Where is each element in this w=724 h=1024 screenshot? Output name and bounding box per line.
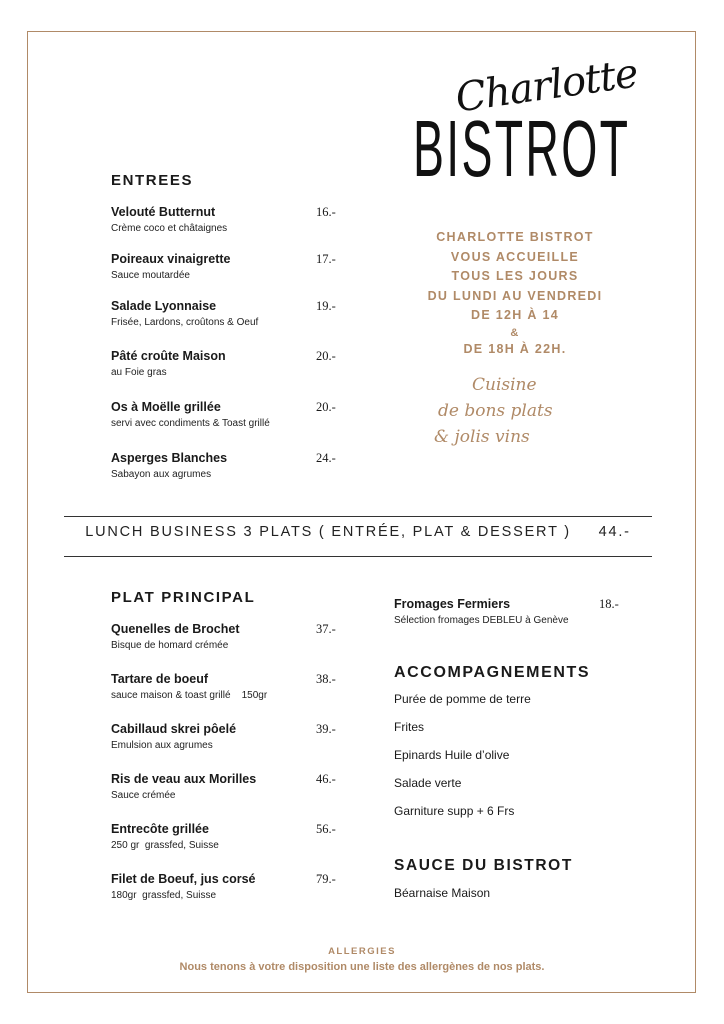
main-item	[111, 822, 351, 853]
lunch-business-price: 44.-	[598, 524, 631, 540]
item-price: 79.-	[316, 872, 336, 886]
side-item: Epinards Huile d’olive	[394, 748, 510, 762]
item-price: 37.-	[316, 622, 336, 636]
item-description: au Foie gras	[111, 367, 167, 378]
entree-item	[111, 451, 351, 482]
main-item	[111, 772, 351, 803]
item-description: Sauce moutardée	[111, 270, 190, 281]
accompagnements-title: ACCOMPAGNEMENTS	[394, 664, 591, 681]
logo-script-name: Charlotte	[452, 50, 641, 122]
item-price: 18.-	[599, 597, 619, 611]
side-item: Salade verte	[394, 776, 462, 790]
item-description: 250 gr grassfed, Suisse	[111, 840, 219, 851]
hours-line: DU LUNDI AU VENDREDI	[427, 288, 603, 303]
item-name: Entrecôte grillée	[111, 822, 209, 836]
item-name: Tartare de boeuf	[111, 672, 209, 686]
hours-line: CHARLOTTE BISTROT	[436, 230, 594, 244]
item-description: Emulsion aux agrumes	[111, 740, 213, 751]
item-name: Quenelles de Brochet	[111, 622, 240, 636]
item-description: Crème coco et châtaignes	[111, 223, 228, 234]
item-description: Sélection fromages DEBLEU à Genève	[394, 615, 569, 626]
hours-line: VOUS ACCUEILLE	[450, 249, 580, 264]
divider-top	[64, 516, 652, 517]
item-name: Poireaux vinaigrette	[111, 252, 231, 266]
hours-line: &	[510, 326, 520, 339]
tagline-line: & jolis vins	[434, 427, 530, 447]
item-description: Bisque de homard crémée	[111, 640, 229, 651]
tagline-line: Cuisine	[472, 375, 537, 395]
item-name: Asperges Blanches	[111, 451, 228, 465]
main-item	[111, 622, 351, 653]
tagline	[420, 372, 610, 450]
item-name: Filet de Boeuf, jus corsé	[111, 872, 256, 886]
plat-principal-title: PLAT PRINCIPAL	[111, 589, 256, 606]
item-price: 56.-	[316, 822, 336, 836]
item-name: Cabillaud skrei pôelé	[111, 722, 237, 736]
hours-line: TOUS LES JOURS	[451, 269, 579, 283]
item-price: 38.-	[316, 672, 336, 686]
item-price: 20.-	[316, 400, 336, 414]
entree-item	[111, 299, 351, 330]
item-name: Fromages Fermiers	[394, 597, 511, 611]
entree-item	[111, 349, 351, 380]
entree-item	[111, 400, 351, 431]
item-name: Ris de veau aux Morilles	[111, 772, 257, 786]
hours-line: DE 18H À 22H.	[463, 341, 567, 356]
main-item	[111, 872, 351, 903]
item-price: 46.-	[316, 772, 336, 786]
item-description: sauce maison & toast grillé 150gr	[111, 690, 268, 701]
item-price: 39.-	[316, 722, 336, 736]
item-description: Frisée, Lardons, croûtons & Oeuf	[111, 317, 259, 328]
opening-hours	[395, 228, 635, 359]
logo-wordmark: BISTROT	[413, 104, 631, 193]
sauce-item: Béarnaise Maison	[394, 886, 491, 900]
allergies-title: ALLERGIES	[328, 946, 396, 957]
item-name: Os à Moëlle grillée	[111, 400, 221, 414]
sauce-title: SAUCE DU BISTROT	[394, 857, 573, 874]
item-price: 19.-	[316, 299, 336, 313]
item-name: Velouté Butternut	[111, 205, 216, 219]
item-name: Pâté croûte Maison	[111, 349, 226, 363]
lunch-business-text: LUNCH BUSINESS 3 PLATS ( ENTRÉE, PLAT & DESSERT )	[85, 524, 571, 540]
item-price: 24.-	[316, 451, 336, 465]
side-item: Purée de pomme de terre	[394, 692, 531, 706]
item-description: Sauce crémée	[111, 790, 176, 801]
entrees-title: ENTREES	[111, 172, 194, 189]
item-description: servi avec condiments & Toast grillé	[111, 418, 270, 429]
tagline-line: de bons plats	[438, 401, 553, 421]
entree-item	[111, 252, 351, 283]
item-price: 17.-	[316, 252, 336, 266]
item-description: Sabayon aux agrumes	[111, 469, 212, 480]
side-item: Frites	[394, 720, 424, 734]
lunch-business-offer	[64, 524, 652, 540]
main-item	[111, 672, 351, 703]
item-price: 20.-	[316, 349, 336, 363]
fromages-item	[394, 597, 634, 628]
side-item: Garniture supp + 6 Frs	[394, 804, 515, 818]
main-item	[111, 722, 351, 753]
divider-bottom	[64, 556, 652, 557]
hours-line: DE 12H À 14	[471, 308, 559, 322]
item-description: 180gr grassfed, Suisse	[111, 890, 217, 901]
allergies-text: Nous tenons à votre disposition une liste des allergènes de nos plats.	[179, 961, 545, 973]
entree-item	[111, 205, 351, 236]
item-price: 16.-	[316, 205, 336, 219]
item-name: Salade Lyonnaise	[111, 299, 217, 313]
